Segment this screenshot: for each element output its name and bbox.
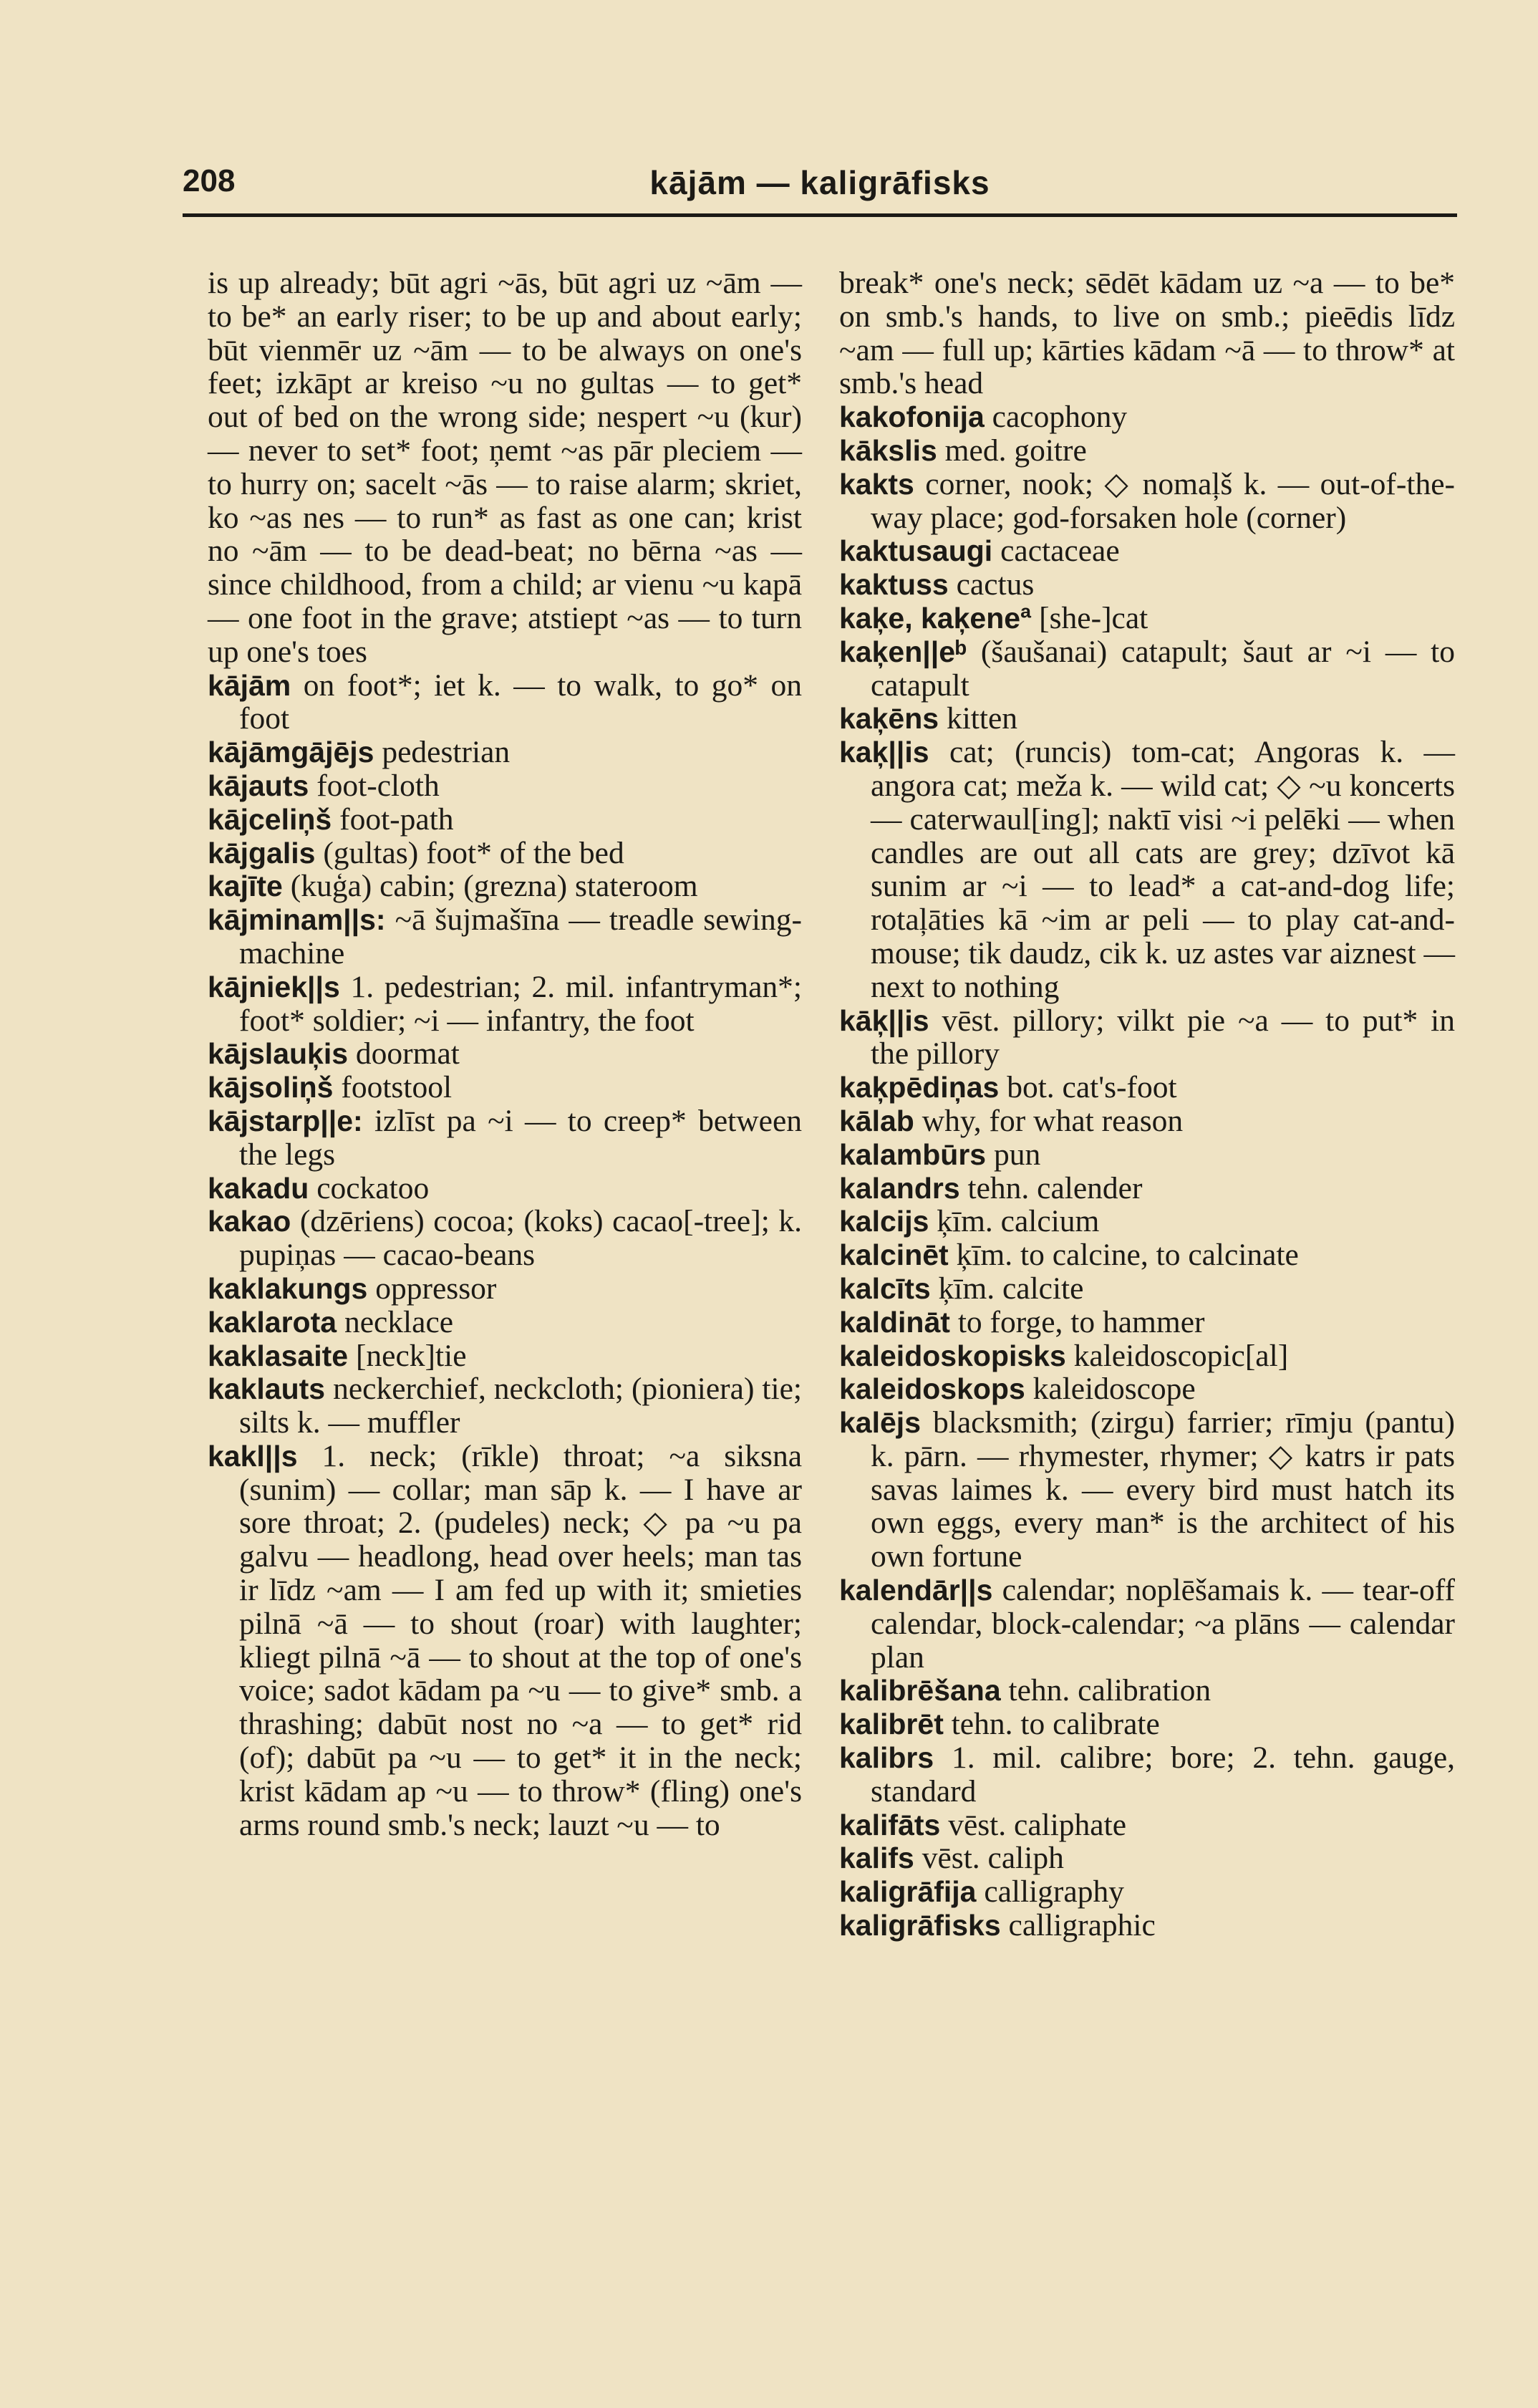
entry-headword: kaklakungs (208, 1271, 368, 1305)
dictionary-entry (839, 1372, 1455, 1406)
entry-definition: ķīm. calcite (938, 1271, 1084, 1306)
dictionary-entry (839, 1674, 1455, 1708)
dictionary-entry (839, 468, 1455, 535)
dictionary-entry (839, 266, 1455, 400)
entry-definition: on foot*; iet k. — to walk, to go* on foot (239, 668, 803, 736)
entry-definition: to forge, to hammer (957, 1304, 1205, 1339)
dictionary-entry (839, 702, 1455, 736)
entry-headword: kājslauķis (208, 1037, 349, 1071)
dictionary-entry (839, 568, 1455, 602)
entry-headword: kalambūrs (839, 1137, 987, 1171)
entry-headword: kājsoliņš (208, 1071, 334, 1104)
dictionary-entry (208, 1037, 802, 1071)
entry-headword: kājauts (208, 769, 309, 802)
entry-headword: kaleidoskops (839, 1372, 1025, 1406)
dictionary-entry (839, 635, 1455, 703)
entry-headword: kaklauts (208, 1372, 326, 1406)
entry-definition: footstool (341, 1070, 453, 1105)
dictionary-entry (839, 534, 1455, 568)
page-header (183, 163, 1457, 206)
entry-headword: kalcinēt (839, 1238, 949, 1272)
entry-headword: kalējs (839, 1406, 921, 1440)
dictionary-entry (208, 1306, 802, 1339)
entry-definition: cactus (956, 567, 1035, 602)
entry-definition: foot-path (339, 801, 454, 837)
entry-definition: ķīm. to calcine, to calcinate (956, 1238, 1299, 1273)
dictionary-entry (208, 1272, 802, 1306)
dictionary-entry (839, 1339, 1455, 1373)
dictionary-entry (208, 837, 802, 870)
entry-headword: kakl||s (208, 1439, 298, 1473)
entry-headword: kaķpēdiņas (839, 1071, 1000, 1104)
dictionary-entry (839, 1071, 1455, 1104)
dictionary-entry (208, 1104, 802, 1172)
entry-headword: kaligrāfija (839, 1875, 977, 1909)
dictionary-entry (839, 736, 1455, 1003)
entry-headword: kālab (839, 1104, 914, 1137)
dictionary-entry (839, 1708, 1455, 1741)
entry-headword: kaligrāfisks (839, 1909, 1001, 1942)
dictionary-entry (208, 1205, 802, 1272)
dictionary-entry (839, 1841, 1455, 1875)
entry-definition: izlīst pa ~i — to creep* between the legs (239, 1103, 803, 1172)
entry-headword: kājniek||s (208, 970, 340, 1003)
dictionary-entry (208, 1172, 802, 1205)
dictionary-entry (839, 1205, 1455, 1238)
entry-definition: break* one's neck; sēdēt kādam uz ~a — to be* on smb.'s hands, to live on smb.; pieēdis līdz ~am — full up; kārties kādam ~ā — to throw* at smb.'s head (839, 266, 1455, 401)
entry-definition: cat; (runcis) tom-cat; Angoras k. — angora cat; meža k. — wild cat; ◇ ~u koncerts — caterwaul[ing]; naktī visi ~i pelēki — when candles are out all cats are grey; dzīvot kā sunim ar ~i — to lead* a cat-and-dog life; rotaļāties kā ~im ar peli — to play cat-and-mouse; tik daudz, cik k. uz astes var aiznest — next to nothing (871, 735, 1455, 1004)
entry-definition: oppressor (375, 1271, 497, 1306)
entry-headword: kalifāts (839, 1808, 941, 1841)
dictionary-entry (208, 971, 802, 1038)
entry-headword: kājstarp||e: (208, 1104, 363, 1137)
entry-headword: kaķen||eᵇ (839, 635, 967, 668)
entry-definition: 1. mil. calibre; bore; 2. tehn. gauge, standard (871, 1740, 1455, 1809)
entry-headword: kākslis (839, 433, 937, 467)
entry-headword: kājāmgājējs (208, 736, 374, 769)
entry-definition: corner, nook; ◇ nomaļš k. — out-of-the-way place; god-forsaken hole (corner) (871, 466, 1456, 535)
entry-headword: kaķēns (839, 702, 939, 736)
entry-headword: kalibrs (839, 1741, 934, 1775)
dictionary-entry (839, 1574, 1455, 1674)
dictionary-entry (208, 736, 802, 769)
page-number: 208 (183, 163, 236, 198)
entry-definition: 1. neck; (rīkle) throat; ~a siksna (sunim) — collar; man sāp k. — I have ar sore throat; 2. (pudeles) neck; ◇ pa ~u pa galvu — headlong, head over heels; man tas ir līdz ~am — I am fed up with it; smieties pilnā ~ā — to shout (roar) with laughter; kliegt pilnā ~ā — to shout at the top of one's voice; sadot kādam pa ~u — to give* smb. a thrashing; dabūt nost no ~a — to get* rid (of); dabūt pa ~u — to get* it in the neck; krist kādam ap ~u — to throw* (fling) one's arms round smb.'s neck; lauzt ~u — to (239, 1438, 802, 1842)
dictionary-entry (839, 400, 1455, 434)
entry-definition: pun (993, 1137, 1041, 1172)
entry-headword: kājceliņš (208, 802, 332, 836)
entry-definition: calligraphy (984, 1874, 1124, 1909)
entry-definition: [she-]cat (1039, 600, 1148, 635)
entry-headword: kalcīts (839, 1271, 931, 1305)
entry-headword: kājgalis (208, 836, 316, 870)
dictionary-entry (839, 434, 1455, 468)
entry-definition: 1. pedestrian; 2. mil. infantryman*; foot* soldier; ~i — infantry, the foot (239, 969, 803, 1038)
entry-definition: cactaceae (1000, 534, 1120, 569)
entry-definition: kitten (946, 701, 1018, 736)
entry-definition: is up already; būt agri ~ās, būt agri uz ~ām — to be* an early riser; to be up and about early; būt vienmēr uz ~ām — to be always on one's feet; izkāpt ar kreiso ~u no gultas — to get* out of bed on the wrong side; nespert ~u (kur) — never to set* foot; ņemt ~as pār pleciem — to hurry on; sacelt ~ās — to raise alarm; skriet, ko ~as nes — to run* as fast as one can; krist no ~ām — to be dead-beat; no bērna ~as — since childhood, from a child; ar vienu ~u kapā — one foot in the grave; atstiept ~as — to turn up one's toes (208, 266, 802, 669)
dictionary-entry (208, 266, 802, 669)
entry-definition: necklace (344, 1304, 454, 1339)
entry-definition: ķīm. calcium (937, 1204, 1100, 1239)
dictionary-entry (208, 803, 802, 837)
dictionary-entry (208, 1440, 802, 1842)
entry-headword: kakao (208, 1205, 291, 1238)
entry-definition: cockatoo (316, 1170, 430, 1205)
dictionary-entry (208, 903, 802, 971)
entry-definition: why, for what reason (922, 1103, 1184, 1138)
dictionary-entry (208, 1372, 802, 1440)
entry-headword: kakadu (208, 1171, 309, 1205)
dictionary-entry (839, 1741, 1455, 1809)
dictionary-entry (208, 1339, 802, 1373)
entry-headword: kalandrs (839, 1171, 960, 1205)
entry-headword: kaldināt (839, 1305, 950, 1339)
entry-definition: tehn. calibration (1008, 1673, 1211, 1708)
dictionary-entry (839, 1172, 1455, 1205)
entry-definition: calendar; noplēšamais k. — tear-off calendar, block-calendar; ~a plāns — calendar plan (871, 1573, 1455, 1675)
dictionary-entry (839, 1004, 1455, 1071)
dictionary-entry (839, 1306, 1455, 1339)
left-column (208, 266, 802, 1841)
dictionary-entry (839, 1909, 1455, 1942)
entry-definition: calligraphic (1008, 1908, 1156, 1943)
entry-definition: kaleidoscope (1032, 1372, 1196, 1407)
entry-headword: kāķ||is (839, 1003, 929, 1037)
dictionary-entry (839, 1406, 1455, 1574)
dictionary-entry (839, 1809, 1455, 1842)
dictionary-entry (839, 1272, 1455, 1306)
entry-definition: tehn. calender (967, 1170, 1143, 1205)
entry-definition: (šaušanai) catapult; šaut ar ~i — to catapult (871, 634, 1456, 703)
entry-definition: cacophony (992, 400, 1128, 435)
entry-definition: doormat (355, 1036, 460, 1071)
dictionary-entry (839, 602, 1455, 635)
entry-headword: kakts (839, 467, 914, 501)
entry-definition: (dzēriens) cocoa; (koks) cacao[-tree]; k. pupiņas — cacao-beans (239, 1204, 803, 1273)
dictionary-entry (208, 870, 802, 903)
entry-headword: kaklarota (208, 1305, 337, 1339)
header-rule (183, 213, 1457, 217)
entry-definition: (kuģa) cabin; (grezna) stateroom (290, 869, 698, 904)
entry-definition: foot-cloth (316, 768, 440, 803)
entry-definition: vēst. pillory; vilkt pie ~a — to put* in the pillory (871, 1003, 1456, 1071)
dictionary-entry (839, 1138, 1455, 1172)
entry-headword: kalcijs (839, 1205, 929, 1238)
entry-definition: [neck]tie (355, 1338, 467, 1373)
entry-definition: kaleidoscopic[al] (1073, 1338, 1289, 1373)
entry-headword: kaktusaugi (839, 534, 993, 568)
entry-definition: bot. cat's-foot (1007, 1070, 1177, 1105)
entry-headword: kaklasaite (208, 1339, 349, 1372)
entry-headword: kaķ||is (839, 736, 929, 769)
dictionary-entry (839, 1875, 1455, 1909)
entry-definition: med. goitre (944, 433, 1087, 468)
entry-definition: pedestrian (382, 735, 511, 770)
entry-headword: kaktuss (839, 568, 949, 602)
entry-definition: (gultas) foot* of the bed (323, 835, 624, 870)
entry-headword: kakofonija (839, 400, 985, 434)
entry-headword: kalibrēšana (839, 1674, 1001, 1708)
right-column (839, 266, 1455, 1942)
entry-definition: vēst. caliph (922, 1841, 1064, 1876)
entry-definition: tehn. to calibrate (951, 1707, 1160, 1742)
dictionary-entry (208, 669, 802, 736)
dictionary-entry (208, 1071, 802, 1104)
dictionary-entry (839, 1104, 1455, 1138)
entry-definition: ~ā šujmašīna — treadle sewing-machine (239, 902, 802, 971)
entry-headword: kaķe, kaķeneª (839, 601, 1032, 635)
entry-headword: kajīte (208, 870, 283, 903)
entry-headword: kaleidoskopisks (839, 1339, 1066, 1372)
entry-headword: kājminam||s: (208, 903, 386, 937)
entry-definition: vēst. caliphate (948, 1807, 1126, 1842)
running-head: kājām — kaligrāfisks (649, 164, 990, 201)
dictionary-entry (208, 769, 802, 803)
entry-headword: kalibrēt (839, 1708, 944, 1741)
entry-definition: neckerchief, neckcloth; (pioniera) tie; silts k. — muffler (239, 1372, 802, 1440)
entry-headword: kalifs (839, 1841, 914, 1875)
dictionary-entry (839, 1238, 1455, 1272)
entry-definition: blacksmith; (zirgu) farrier; rīmju (pantu) k. pārn. — rhymester, rhymer; ◇ katrs ir pats savas laimes k. — every bird must hatch its own eggs, every man* is the architect of his own fortune (871, 1405, 1456, 1574)
entry-headword: kalendār||s (839, 1574, 993, 1607)
entry-headword: kājām (208, 668, 291, 702)
